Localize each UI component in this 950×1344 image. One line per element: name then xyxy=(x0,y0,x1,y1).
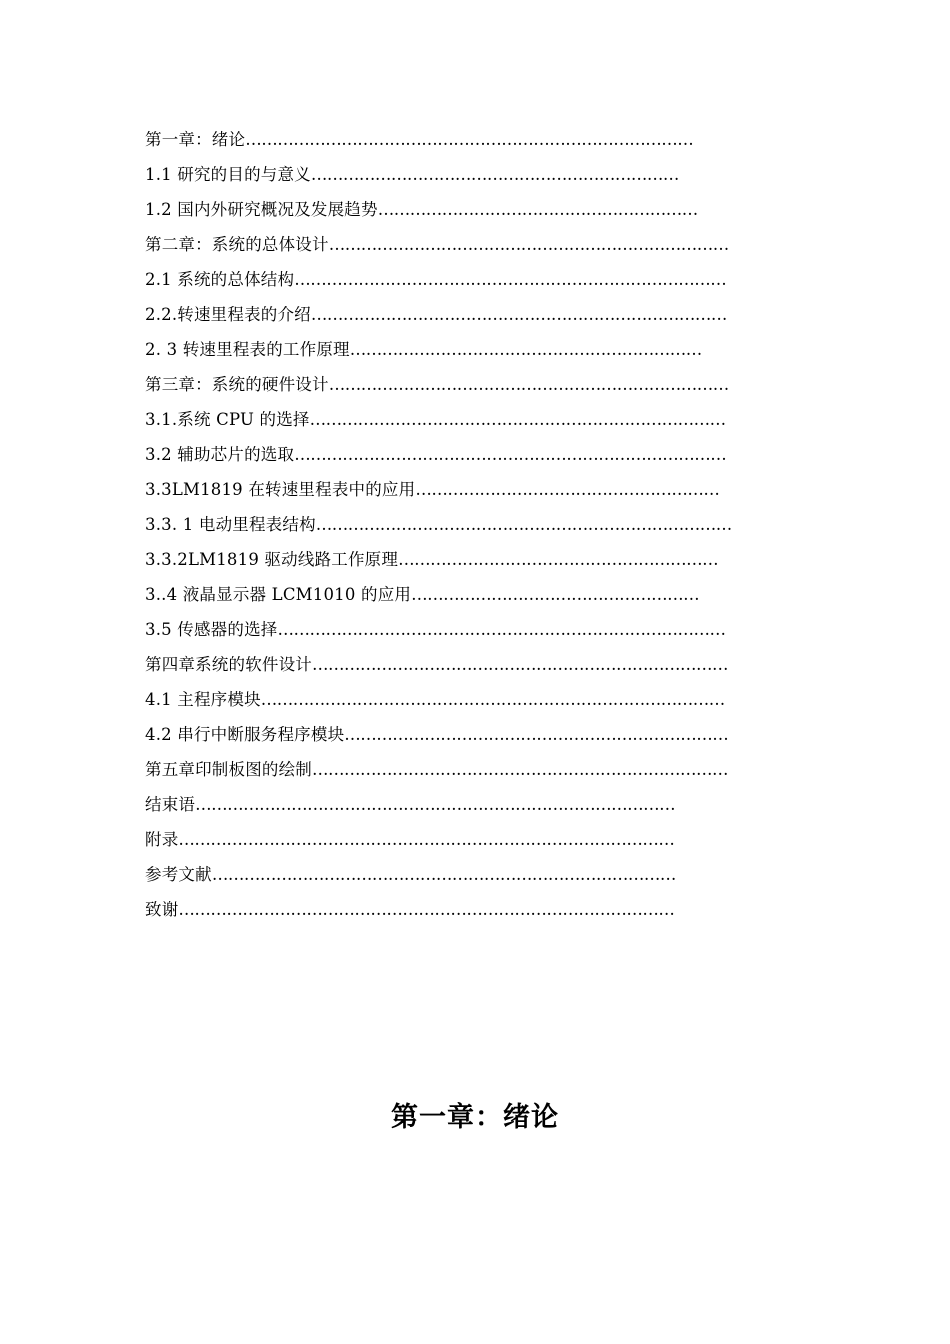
toc-entry-appendix[interactable] xyxy=(145,822,795,857)
toc-entry-label: 2.1 系统的总体结构 xyxy=(145,270,295,289)
toc-entry-label: 3.1.系统 CPU 的选择 xyxy=(145,410,310,429)
toc-entry-label: 第五章印制板图的绘制 xyxy=(145,760,312,779)
toc-entry-label: 2. 3 转速里程表的工作原理 xyxy=(145,340,350,359)
toc-entry-chapter-2[interactable] xyxy=(145,227,795,262)
toc-dot-leader: ……………………………………………………………………… xyxy=(294,445,727,464)
toc-entry-acknowledgements[interactable] xyxy=(145,892,795,927)
toc-entry-4-2[interactable] xyxy=(145,717,803,752)
toc-entry-label: 致谢 xyxy=(145,900,179,919)
toc-entry-label: 3.3LM1819 在转速里程表中的应用 xyxy=(145,480,416,499)
toc-dot-leader: ………………………………………………………………………… xyxy=(277,620,726,639)
toc-entry-label: 4.2 串行中断服务程序模块 xyxy=(145,725,345,744)
toc-entry-label: 1.1 研究的目的与意义 xyxy=(145,165,311,184)
toc-dot-leader: …………………………………………………………………………… xyxy=(260,690,725,709)
toc-entry-label: 参考文献 xyxy=(145,865,212,884)
toc-dot-leader: …………………………………………………………… xyxy=(310,165,679,184)
toc-entry-label: 4.1 主程序模块 xyxy=(145,690,261,709)
toc-entry-label: 结束语 xyxy=(145,795,196,814)
toc-dot-leader: …………………………………………………………………………… xyxy=(211,865,676,884)
toc-entry-label: 3.3. 1 电动里程表结构 xyxy=(145,515,316,534)
toc-entry-conclusion[interactable] xyxy=(145,787,777,822)
toc-dot-leader: …………………………………………………… xyxy=(377,200,698,219)
toc-entry-3-3-1[interactable] xyxy=(145,507,785,542)
toc-entry-label: 3.5 传感器的选择 xyxy=(145,620,278,639)
toc-dot-leader: ……………………………………………………………… xyxy=(344,725,729,744)
toc-entry-label: 3.3.2LM1819 驱动线路工作原理 xyxy=(145,550,399,569)
toc-entry-3-4[interactable] xyxy=(145,577,800,612)
toc-entry-chapter-1[interactable] xyxy=(145,122,795,157)
toc-entry-chapter-5[interactable] xyxy=(145,752,795,787)
toc-dot-leader: ……………………………………………… xyxy=(411,585,700,604)
toc-dot-leader: ………………………………………………………………… xyxy=(328,235,729,254)
toc-entry-1-1[interactable] xyxy=(145,157,785,192)
toc-entry-label: 附录 xyxy=(145,830,179,849)
toc-dot-leader: ………………………………………………………………………………… xyxy=(178,900,675,919)
toc-entry-1-2[interactable] xyxy=(145,192,785,227)
toc-dot-leader: ………………………………………………………………… xyxy=(328,375,729,394)
toc-entry-3-2[interactable] xyxy=(145,437,785,472)
toc-entry-2-1[interactable] xyxy=(145,262,803,297)
toc-dot-leader: …………………………………………………………………… xyxy=(309,410,726,429)
toc-dot-leader: …………………………………………………… xyxy=(398,550,719,569)
toc-entry-references[interactable] xyxy=(145,857,777,892)
toc-entry-2-2[interactable] xyxy=(145,297,785,332)
toc-dot-leader: ……………………………………………………………………………… xyxy=(195,795,676,814)
toc-entry-3-5[interactable] xyxy=(145,612,803,647)
toc-entry-chapter-3[interactable] xyxy=(145,367,795,402)
toc-dot-leader: ………………………………………………………… xyxy=(349,340,702,359)
table-of-contents xyxy=(145,122,825,927)
toc-entry-label: 第三章：系统的硬件设计 xyxy=(145,375,329,394)
toc-entry-label: 3.2 辅助芯片的选取 xyxy=(145,445,295,464)
toc-entry-chapter-4[interactable] xyxy=(145,647,795,682)
toc-dot-leader: …………………………………………………………………… xyxy=(315,515,732,534)
toc-entry-3-3[interactable] xyxy=(145,472,795,507)
toc-dot-leader: ………………………………………………………………………… xyxy=(245,130,694,149)
toc-dot-leader: …………………………………………………………………… xyxy=(312,760,728,779)
toc-dot-leader: …………………………………………………………………… xyxy=(312,655,728,674)
toc-entry-label: 1.2 国内外研究概况及发展趋势 xyxy=(145,200,378,219)
toc-entry-2-3[interactable] xyxy=(145,332,790,367)
toc-dot-leader: …………………………………………………………………… xyxy=(310,305,727,324)
chapter-heading: 第一章：绪论 xyxy=(391,1102,559,1133)
toc-dot-leader: ……………………………………………………………………… xyxy=(294,270,727,289)
toc-entry-3-3-2[interactable] xyxy=(145,542,807,577)
toc-entry-3-1[interactable] xyxy=(145,402,792,437)
toc-entry-label: 2.2.转速里程表的介绍 xyxy=(145,305,311,324)
toc-entry-label: 第四章系统的软件设计 xyxy=(145,655,312,674)
toc-dot-leader: ………………………………………………………………………………… xyxy=(178,830,675,849)
toc-entry-label: 第二章：系统的总体设计 xyxy=(145,235,329,254)
toc-dot-leader: ………………………………………………… xyxy=(415,480,720,499)
toc-entry-4-1[interactable] xyxy=(145,682,803,717)
toc-entry-label: 3..4 液晶显示器 LCM1010 的应用 xyxy=(145,585,412,604)
toc-entry-label: 第一章：绪论 xyxy=(145,130,246,149)
